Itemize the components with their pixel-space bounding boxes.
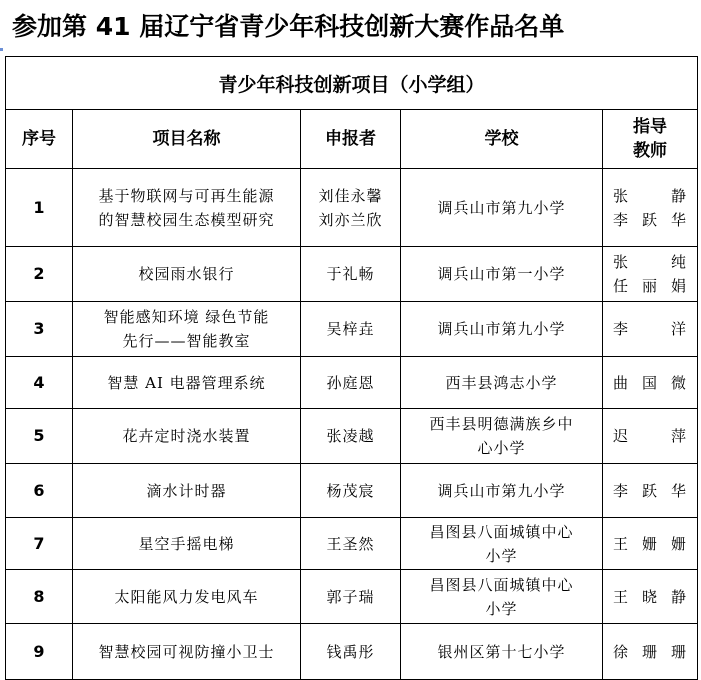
cell-teacher: [603, 247, 698, 302]
cell-school: [401, 247, 603, 302]
cell-school-line: 昌图县八面城镇中心: [429, 575, 574, 594]
cell-applicant-line: 王圣然: [326, 534, 375, 553]
table-row: [6, 357, 698, 409]
table-header-row: [6, 110, 698, 169]
page-title: 参加第 41 届辽宁省青少年科技创新大赛作品名单: [12, 12, 565, 41]
header-project: 项目名称: [73, 110, 301, 169]
header-school: 学校: [401, 110, 603, 169]
cell-school: [401, 518, 603, 570]
header-applicant: 申报者: [301, 110, 401, 169]
cell-seq: 2: [6, 247, 73, 302]
cell-project-line: 智慧校园可视防撞小卫士: [98, 642, 275, 661]
cell-project-line: 花卉定时浇水装置: [122, 427, 251, 445]
cell-school-line: 银州区第十七小学: [437, 642, 566, 661]
cell-teacher-line: 王姗姗: [613, 534, 688, 553]
header-teacher: [603, 110, 698, 169]
cell-project-line: 智能感知环境 绿色节能: [103, 308, 270, 326]
cell-applicant-line: 刘亦兰欣: [318, 210, 383, 229]
cell-seq: 8: [6, 570, 73, 624]
cell-school: [401, 624, 603, 680]
cell-applicant: [301, 409, 401, 464]
cell-applicant-line: 杨茂宸: [326, 481, 375, 500]
cell-applicant-line: 钱禹彤: [326, 642, 375, 661]
cell-teacher-line: 徐珊珊: [613, 642, 688, 661]
cell-applicant: [301, 169, 401, 247]
cell-school-line: 调兵山市第九小学: [437, 198, 566, 217]
cell-seq: 3: [6, 302, 73, 357]
cell-teacher: [603, 464, 698, 518]
cell-project-line: 的智慧校园生态模型研究: [98, 210, 275, 229]
cell-applicant: [301, 247, 401, 302]
cell-teacher: [603, 357, 698, 409]
cell-applicant: [301, 302, 401, 357]
cell-school-line: 心小学: [477, 439, 526, 457]
cell-teacher-line: 张 静: [613, 186, 688, 205]
cell-seq: 4: [6, 357, 73, 409]
cell-school: [401, 169, 603, 247]
cell-project: [73, 169, 301, 247]
cell-school: [401, 464, 603, 518]
cell-seq: 1: [6, 169, 73, 247]
cell-project: [73, 624, 301, 680]
cell-teacher-line: 李跃华: [613, 481, 688, 500]
cell-applicant-line: 郭子瑞: [326, 587, 375, 606]
cell-teacher-line: 张 纯: [613, 253, 688, 271]
cell-seq: 9: [6, 624, 73, 680]
cell-applicant-line: 张凌越: [326, 427, 375, 445]
cell-teacher-line: 李 洋: [613, 320, 688, 338]
cell-teacher: [603, 409, 698, 464]
cell-teacher: [603, 302, 698, 357]
cell-applicant: [301, 357, 401, 409]
cell-school-line: 昌图县八面城镇中心: [429, 522, 574, 541]
cell-marker: [0, 48, 3, 51]
cell-teacher-line: 任丽娟: [613, 277, 688, 295]
cell-applicant-line: 吴梓垚: [326, 320, 375, 338]
table-row: [6, 302, 698, 357]
cell-school-line: 西丰县明德满族乡中: [429, 415, 574, 433]
cell-seq: 6: [6, 464, 73, 518]
cell-project-line: 先行——智能教室: [122, 332, 251, 350]
cell-project: [73, 570, 301, 624]
cell-project: [73, 357, 301, 409]
cell-school: [401, 409, 603, 464]
table-row: [6, 409, 698, 464]
cell-applicant-line: 刘佳永馨: [318, 186, 383, 205]
table-row: [6, 570, 698, 624]
cell-project: [73, 302, 301, 357]
cell-teacher-line: 李跃华: [613, 210, 688, 229]
cell-applicant-line: 孙庭恩: [326, 373, 375, 392]
table-row: [6, 624, 698, 680]
table-row: [6, 464, 698, 518]
cell-project-line: 星空手摇电梯: [138, 534, 235, 553]
cell-school-line: 调兵山市第一小学: [437, 265, 566, 283]
header-teacher-line2: 教师: [633, 141, 667, 161]
cell-school-line: 小学: [485, 599, 518, 618]
table-caption: 青少年科技创新项目（小学组）: [6, 57, 698, 110]
cell-teacher-line: 王晓静: [613, 587, 688, 606]
cell-project-line: 智慧 AI 电器管理系统: [107, 373, 266, 392]
cell-seq: 7: [6, 518, 73, 570]
cell-project: [73, 247, 301, 302]
table-row: [6, 169, 698, 247]
cell-school: [401, 570, 603, 624]
cell-seq: 5: [6, 409, 73, 464]
cell-teacher: [603, 570, 698, 624]
table-row: [6, 247, 698, 302]
cell-project: [73, 464, 301, 518]
cell-project-line: 太阳能风力发电风车: [114, 587, 259, 606]
cell-applicant: [301, 570, 401, 624]
project-table: [5, 56, 698, 680]
cell-school-line: 西丰县鸿志小学: [445, 373, 558, 392]
cell-applicant: [301, 464, 401, 518]
header-seq: 序号: [6, 110, 73, 169]
cell-teacher-line: 曲国微: [613, 373, 688, 392]
cell-school: [401, 302, 603, 357]
cell-project: [73, 518, 301, 570]
cell-project-line: 滴水计时器: [146, 481, 227, 500]
cell-school-line: 调兵山市第九小学: [437, 481, 566, 500]
cell-applicant: [301, 624, 401, 680]
cell-applicant: [301, 518, 401, 570]
cell-teacher: [603, 518, 698, 570]
cell-teacher: [603, 169, 698, 247]
cell-project: [73, 409, 301, 464]
cell-school: [401, 357, 603, 409]
cell-teacher: [603, 624, 698, 680]
cell-school-line: 调兵山市第九小学: [437, 320, 566, 338]
cell-teacher-line: 迟 萍: [613, 427, 688, 445]
header-teacher-line1: 指导: [633, 117, 667, 137]
table-row: [6, 518, 698, 570]
cell-applicant-line: 于礼畅: [326, 265, 375, 283]
cell-project-line: 校园雨水银行: [138, 265, 235, 283]
cell-school-line: 小学: [485, 546, 518, 565]
cell-project-line: 基于物联网与可再生能源: [98, 186, 275, 205]
